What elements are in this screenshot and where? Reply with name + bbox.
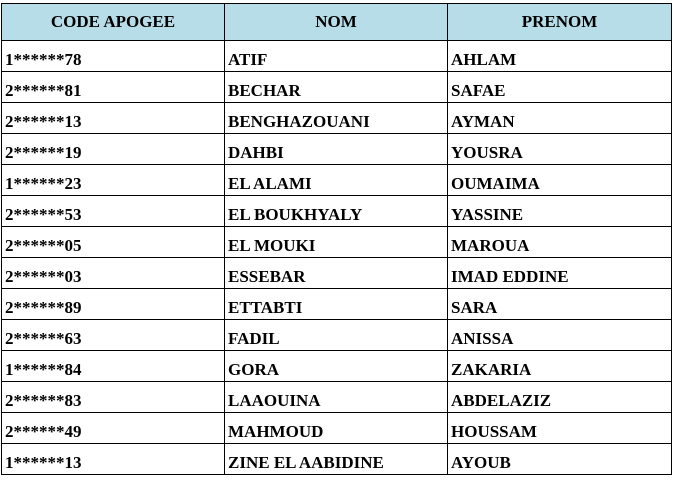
- cell-text: 2******19: [5, 143, 82, 162]
- header-code-apogee: CODE APOGEE: [2, 4, 225, 41]
- cell-text: YOUSRA: [451, 143, 523, 162]
- cell-text: ESSEBAR: [228, 267, 306, 286]
- cell-text: EL ALAMI: [228, 174, 312, 193]
- table-row: [2, 134, 672, 165]
- cell-text: BECHAR: [228, 81, 301, 100]
- prenom-cell: [448, 103, 672, 134]
- prenom-cell: [448, 289, 672, 320]
- code-apogee-cell: [2, 351, 225, 382]
- header-prenom: PRENOM: [448, 4, 672, 41]
- table-body: [2, 41, 672, 475]
- code-apogee-cell: [2, 165, 225, 196]
- cell-text: 2******13: [5, 112, 82, 131]
- code-apogee-cell: [2, 72, 225, 103]
- prenom-cell: [448, 165, 672, 196]
- cell-text: 1******13: [5, 453, 82, 472]
- cell-text: 2******89: [5, 298, 82, 317]
- prenom-cell: [448, 72, 672, 103]
- cell-text: SAFAE: [451, 81, 506, 100]
- cell-text: 2******03: [5, 267, 82, 286]
- code-apogee-cell: [2, 227, 225, 258]
- cell-text: BENGHAZOUANI: [228, 112, 370, 131]
- prenom-cell: [448, 413, 672, 444]
- cell-text: EL BOUKHYALY: [228, 205, 363, 224]
- table-row: [2, 41, 672, 72]
- header-nom: NOM: [225, 4, 448, 41]
- nom-cell: [225, 103, 448, 134]
- nom-cell: [225, 320, 448, 351]
- table-row: [2, 413, 672, 444]
- prenom-cell: [448, 227, 672, 258]
- prenom-cell: [448, 382, 672, 413]
- cell-text: DAHBI: [228, 143, 284, 162]
- nom-cell: [225, 72, 448, 103]
- cell-text: ANISSA: [451, 329, 514, 348]
- cell-text: ZAKARIA: [451, 360, 532, 379]
- nom-cell: [225, 444, 448, 475]
- cell-text: 2******63: [5, 329, 82, 348]
- cell-text: 2******83: [5, 391, 82, 410]
- cell-text: EL MOUKI: [228, 236, 316, 255]
- cell-text: GORA: [228, 360, 279, 379]
- cell-text: MAROUA: [451, 236, 530, 255]
- cell-text: LAAOUINA: [228, 391, 321, 410]
- code-apogee-cell: [2, 103, 225, 134]
- cell-text: FADIL: [228, 329, 280, 348]
- cell-text: SARA: [451, 298, 498, 317]
- code-apogee-cell: [2, 444, 225, 475]
- table-row: [2, 258, 672, 289]
- cell-text: 2******81: [5, 81, 82, 100]
- nom-cell: [225, 413, 448, 444]
- cell-text: IMAD EDDINE: [451, 267, 569, 286]
- code-apogee-cell: [2, 258, 225, 289]
- table-row: [2, 227, 672, 258]
- prenom-cell: [448, 196, 672, 227]
- cell-text: 1******78: [5, 50, 82, 69]
- code-apogee-cell: [2, 289, 225, 320]
- cell-text: ABDELAZIZ: [451, 391, 552, 410]
- cell-text: MAHMOUD: [228, 422, 324, 441]
- cell-text: AHLAM: [451, 50, 517, 69]
- cell-text: 1******84: [5, 360, 82, 379]
- table-row: [2, 103, 672, 134]
- cell-text: YASSINE: [451, 205, 524, 224]
- code-apogee-cell: [2, 134, 225, 165]
- prenom-cell: [448, 41, 672, 72]
- table-row: [2, 196, 672, 227]
- nom-cell: [225, 382, 448, 413]
- cell-text: 2******53: [5, 205, 82, 224]
- cell-text: 1******23: [5, 174, 82, 193]
- table-row: [2, 289, 672, 320]
- table-row: [2, 165, 672, 196]
- nom-cell: [225, 351, 448, 382]
- cell-text: ATIF: [228, 50, 268, 69]
- nom-cell: [225, 196, 448, 227]
- table-row: [2, 444, 672, 475]
- nom-cell: [225, 227, 448, 258]
- cell-text: AYOUB: [451, 453, 511, 472]
- table-row: [2, 320, 672, 351]
- nom-cell: [225, 258, 448, 289]
- cell-text: ETTABTI: [228, 298, 303, 317]
- cell-text: ZINE EL AABIDINE: [228, 453, 384, 472]
- cell-text: 2******49: [5, 422, 82, 441]
- code-apogee-cell: [2, 41, 225, 72]
- table-row: [2, 72, 672, 103]
- prenom-cell: [448, 444, 672, 475]
- code-apogee-cell: [2, 196, 225, 227]
- cell-text: OUMAIMA: [451, 174, 540, 193]
- prenom-cell: [448, 351, 672, 382]
- header-row: [2, 4, 672, 41]
- student-table: [1, 3, 672, 475]
- table-row: [2, 351, 672, 382]
- prenom-cell: [448, 320, 672, 351]
- table-row: [2, 382, 672, 413]
- nom-cell: [225, 134, 448, 165]
- cell-text: AYMAN: [451, 112, 515, 131]
- code-apogee-cell: [2, 382, 225, 413]
- nom-cell: [225, 289, 448, 320]
- prenom-cell: [448, 134, 672, 165]
- nom-cell: [225, 41, 448, 72]
- code-apogee-cell: [2, 413, 225, 444]
- code-apogee-cell: [2, 320, 225, 351]
- nom-cell: [225, 165, 448, 196]
- prenom-cell: [448, 258, 672, 289]
- cell-text: 2******05: [5, 236, 82, 255]
- cell-text: HOUSSAM: [451, 422, 537, 441]
